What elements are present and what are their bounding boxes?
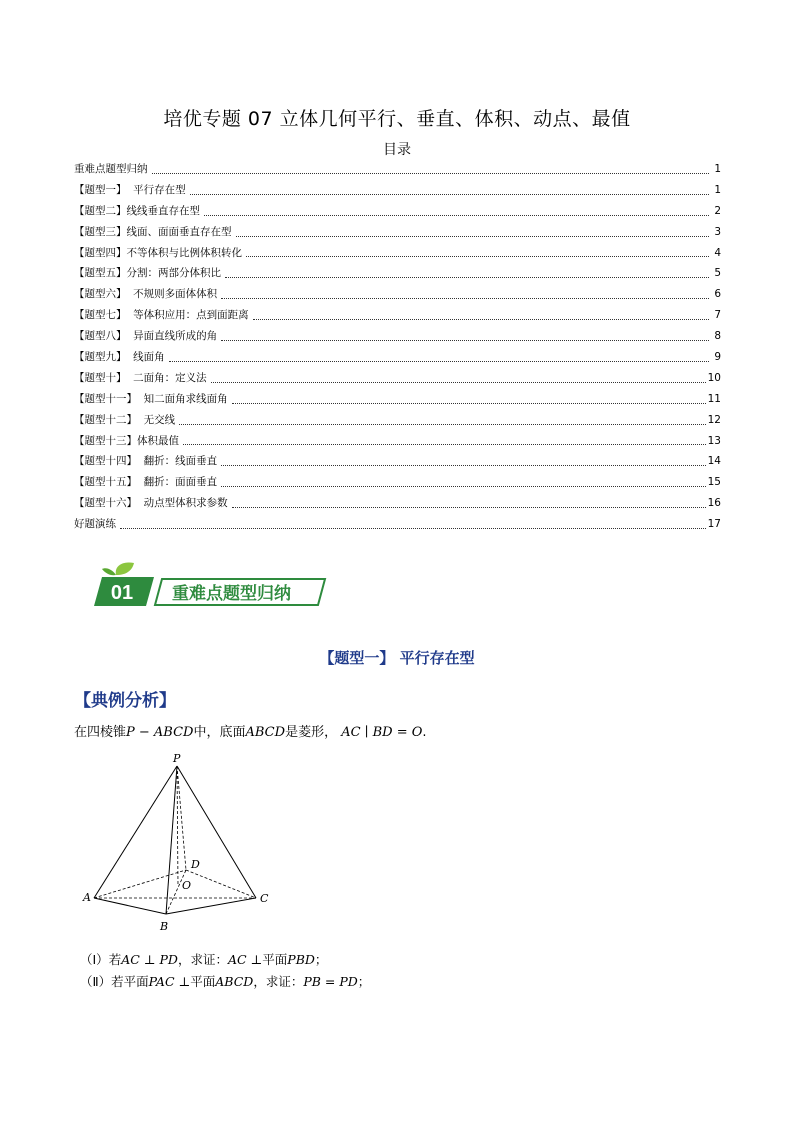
toc-item[interactable]: 【题型十四】 翻折：线面垂直 14 (74, 455, 721, 468)
toc-heading: 目录 (383, 142, 411, 158)
toc-leader (221, 485, 705, 487)
toc-item[interactable]: 【题型三】线面、面面垂直存在型 3 (74, 225, 721, 238)
toc-leader (246, 255, 709, 257)
toc-item[interactable]: 【题型五】分割：两部分体积比 5 (74, 267, 721, 280)
toc-leader (179, 423, 705, 425)
toc-leader (232, 402, 706, 404)
section-title: 【题型一】 平行存在型 (319, 649, 475, 667)
edge-PO (177, 766, 178, 886)
edge-BC (166, 898, 256, 914)
label-C: C (260, 892, 269, 905)
section-badge (92, 561, 332, 611)
label-O: O (182, 879, 192, 892)
toc-item[interactable]: 【题型九】 线面角 9 (74, 351, 721, 363)
badge-label: 重难点题型归纳 (172, 584, 291, 604)
label-D: D (191, 858, 200, 871)
problem-statement: 在四棱锥P − ABCD中，底面ABCD是菱形， AC ∣ BD = O. (74, 725, 427, 740)
edge-PA (94, 766, 177, 898)
toc-leader (152, 172, 710, 174)
toc-leader (211, 381, 706, 383)
toc-leader (236, 235, 710, 237)
edge-AB (94, 898, 166, 914)
toc-item[interactable]: 【题型十六】 动点型体积求参数 16 (74, 497, 721, 510)
toc-leader (183, 443, 706, 445)
problem-part-1: （Ⅰ）若AC ⊥ PD，求证：AC ⊥平面PBD； (80, 952, 328, 967)
edge-AD (94, 870, 186, 898)
toc-item[interactable]: 【题型十一】 知二面角求线面角 11 (74, 392, 721, 405)
toc-leader (120, 527, 706, 529)
toc-leader (190, 193, 709, 195)
toc-item[interactable]: 好题演练 17 (74, 518, 721, 531)
toc-item[interactable]: 重难点题型归纳 1 (74, 162, 721, 175)
toc-leader (232, 506, 706, 508)
leaf-icon (116, 563, 134, 576)
toc-item[interactable]: 【题型八】 异面直线所成的角 8 (74, 330, 721, 343)
toc-leader (204, 214, 709, 216)
toc-leader (225, 276, 709, 278)
edge-DC (186, 870, 256, 898)
toc-item[interactable]: 【题型十三】体积最值 13 (74, 434, 721, 447)
toc-item[interactable]: 【题型六】 不规则多面体体积 6 (74, 288, 721, 301)
table-of-contents (74, 159, 721, 535)
toc-item[interactable]: 【题型十】 二面角：定义法 10 (74, 371, 721, 384)
toc-leader (221, 339, 709, 341)
pyramid-figure (80, 752, 280, 940)
document-title: 培优专题 07 立体几何平行、垂直、体积、动点、最值 (163, 108, 631, 130)
label-A: A (83, 891, 91, 904)
label-P: P (173, 752, 181, 765)
toc-item[interactable]: 【题型一】 平行存在型 1 (74, 183, 721, 196)
leaf-icon (102, 568, 116, 575)
example-heading: 【典例分析】 (74, 691, 176, 711)
problem-part-2: （Ⅱ）若平面PAC ⊥平面ABCD，求证：PB = PD； (80, 974, 371, 989)
toc-leader (221, 297, 709, 299)
toc-item[interactable]: 【题型七】 等体积应用：点到面距离 7 (74, 309, 721, 322)
badge-number: 01 (110, 582, 134, 604)
toc-item[interactable]: 【题型十五】 翻折：面面垂直 15 (74, 476, 721, 489)
toc-leader (253, 318, 709, 320)
toc-leader (169, 360, 709, 362)
toc-leader (221, 464, 705, 466)
edge-PB (166, 766, 177, 914)
toc-item[interactable]: 【题型十二】 无交线 12 (74, 413, 721, 426)
toc-item[interactable]: 【题型二】线线垂直存在型 2 (74, 204, 721, 217)
label-B: B (160, 920, 169, 933)
edge-PD (177, 766, 186, 870)
toc-item[interactable]: 【题型四】不等体积与比例体积转化 4 (74, 246, 721, 259)
